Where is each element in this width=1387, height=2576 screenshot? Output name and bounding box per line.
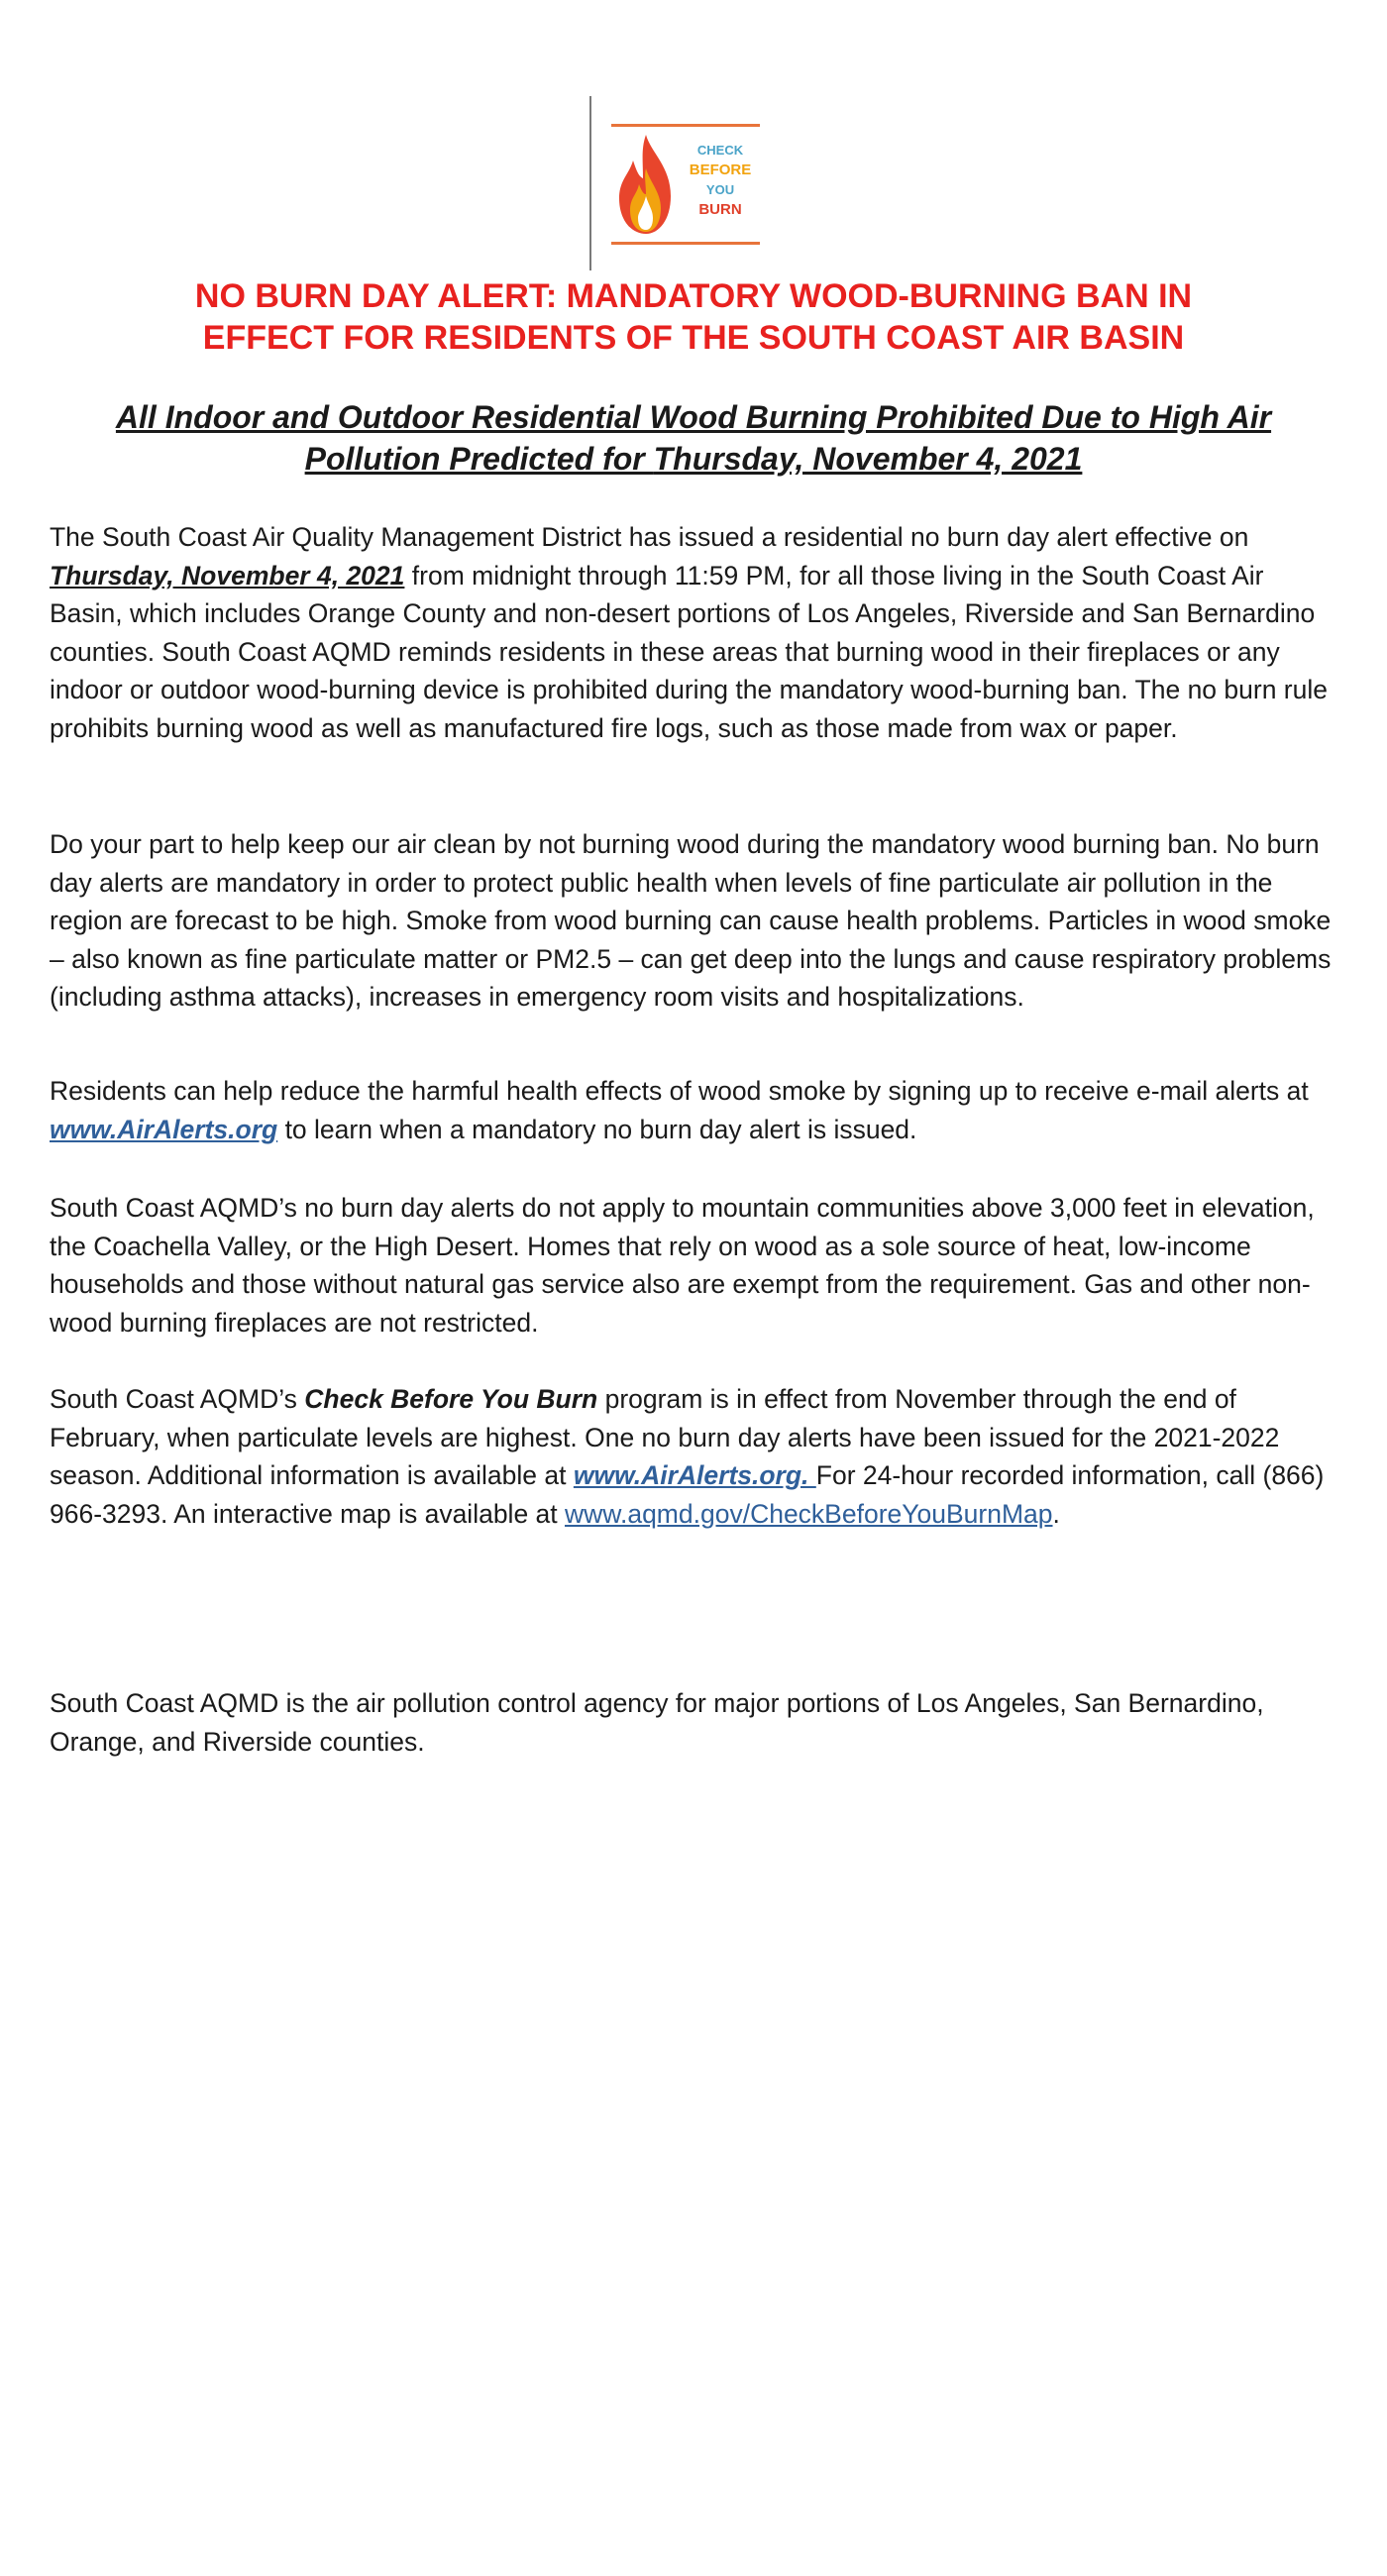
- p3-text-b: to learn when a mandatory no burn day alert is issued.: [277, 1114, 917, 1144]
- flame-icon: [613, 131, 679, 240]
- check-before-you-burn-map-link[interactable]: www.aqmd.gov/CheckBeforeYouBurnMap: [565, 1498, 1053, 1529]
- check-before-you-burn-logo: [611, 124, 760, 245]
- subhead-text: All Indoor and Outdoor Residential Wood Burning Prohibited Due to High Air Pollution Predicted for: [115, 399, 1272, 477]
- paragraph-email-alerts: [50, 1072, 1337, 1148]
- logo-word-burn: BURN: [698, 201, 742, 218]
- headline-line-1: NO BURN DAY ALERT: MANDATORY WOOD-BURNING BAN IN: [194, 277, 1193, 315]
- logo-word-you: YOU: [705, 182, 735, 197]
- airalerts-link[interactable]: www.AirAlerts.org: [50, 1114, 278, 1144]
- p1-text-b: from midnight through 11:59 PM, for all those living in the South Coast Air Basin, which includes Orange County and non-desert portions of Los Angeles, Riverside and San Bernardino counties. South Coast AQMD reminds residents in these areas that burning wood in their fireplaces or any indoor or outdoor wood-burning device is prohibited during the mandatory wood-burning ban. The no burn rule prohibits burning wood as well as manufactured fire logs, such as those made from wax or paper.: [50, 560, 1328, 743]
- p5-text-b: program is in effect from November through the end of February, when particulate levels are highest. One no burn day alerts have been issued for the 2021-2022 season. Additional information is available at: [50, 1384, 1280, 1490]
- alert-subheadline: [69, 396, 1318, 480]
- p3-text-a: Residents can help reduce the harmful health effects of wood smoke by signing up to receive e-mail alerts at: [50, 1076, 1309, 1106]
- program-name: Check Before You Burn: [304, 1384, 598, 1414]
- p5-text-a: South Coast AQMD’s: [50, 1384, 305, 1414]
- paragraph-agency-boilerplate: South Coast AQMD is the air pollution control agency for major portions of Los Angeles, San Bernardino, Orange, and Riverside counties.: [50, 1688, 1264, 1757]
- p1-date: Thursday, November 4, 2021: [50, 560, 405, 590]
- airalerts-link-2[interactable]: www.AirAlerts.org.: [573, 1460, 816, 1490]
- headline-line-2: EFFECT FOR RESIDENTS OF THE SOUTH COAST AIR BASIN: [202, 319, 1185, 357]
- header-divider: [589, 96, 591, 270]
- paragraph-program-info: [50, 1380, 1337, 1533]
- logo-word-check: CHECK: [696, 143, 744, 158]
- p5-text-c: For 24-hour recorded information, call (866) 966-3293. An interactive map is available at: [50, 1460, 1325, 1529]
- logo-wordmark: [681, 141, 760, 220]
- paragraph-alert-details: [50, 518, 1337, 747]
- subhead-date: Thursday, November 4, 2021: [653, 441, 1083, 477]
- p1-text-a: The South Coast Air Quality Management District has issued a residential no burn day alert effective on: [50, 522, 1249, 552]
- paragraph-health-info: Do your part to help keep our air clean by not burning wood during the mandatory wood burning ban. No burn day alerts are mandatory in order to protect public health when levels of fine particulate air pollution in the region are forecast to be high. Smoke from wood burning can cause health problems. Particles in wood smoke – also known as fine particulate matter or PM2.5 – can get deep into the lungs and cause respiratory problems (including asthma attacks), increases in emergency room visits and hospitalizations.: [50, 829, 1332, 1012]
- paragraph-exemptions: South Coast AQMD’s no burn day alerts do not apply to mountain communities above 3,000 feet in elevation, the Coachella Valley, or the High Desert. Homes that rely on wood as a sole source of heat, low-income households and those without natural gas service also are exempt from the requirement. Gas and other non-wood burning fireplaces are not restricted.: [50, 1193, 1315, 1338]
- p5-text-d: .: [1052, 1498, 1060, 1529]
- alert-headline: [59, 275, 1328, 359]
- logo-word-before: BEFORE: [689, 161, 752, 178]
